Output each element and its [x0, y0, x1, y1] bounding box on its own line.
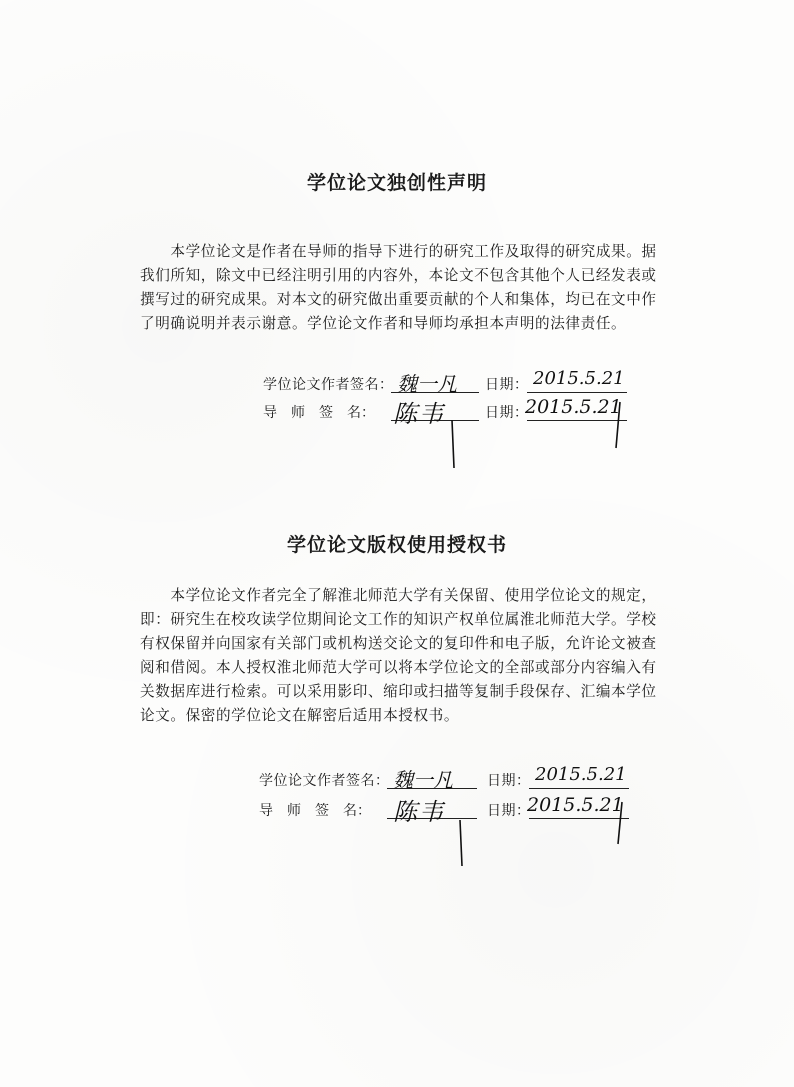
- authorization-author-date-line: [529, 788, 629, 789]
- declaration-advisor-label: 导 师 签 名：: [263, 405, 375, 421]
- declaration-author-signature: 魏一凡: [397, 372, 457, 396]
- declaration-author-label: 学位论文作者签名：: [263, 377, 394, 393]
- declaration-author-date-line: [527, 392, 627, 393]
- declaration-title: 学位论文独创性声明: [306, 172, 487, 194]
- declaration-author-date: 2015.5.21: [533, 368, 625, 389]
- authorization-line-1: 本学位论文作者完全了解淮北师范大学有关保留、使用学位论文的规定，: [140, 587, 657, 604]
- authorization-line-3: 有权保留并向国家有关部门或机构送交论文的复印件和电子版，允许论文被查: [140, 635, 657, 652]
- authorization-author-signature-row: [259, 766, 639, 792]
- authorization-advisor-date-label: 日期：: [487, 803, 531, 819]
- declaration-line-4: 了明确说明并表示谢意。学位论文作者和导师均承担本声明的法律责任。: [140, 315, 627, 332]
- authorization-advisor-date: 2015.5.21: [527, 794, 624, 816]
- declaration-date-label: 日期：: [485, 377, 529, 393]
- authorization-author-signature: 魏一凡: [393, 768, 453, 792]
- authorization-advisor-label: 导 师 签 名：: [259, 803, 371, 819]
- declaration-line-2: 我们所知，除文中已经注明引用的内容外，本论文不包含其他个人已经发表或: [140, 267, 657, 284]
- authorization-advisor-signature: 陈韦: [393, 798, 445, 826]
- declaration-advisor-date-label: 日期：: [485, 405, 529, 421]
- declaration-line-3: 撰写过的研究成果。对本文的研究做出重要贡献的个人和集体，均已在文中作: [140, 291, 657, 308]
- authorization-line-5: 关数据库进行检索。可以采用影印、缩印或扫描等复制手段保存、汇编本学位: [140, 683, 657, 700]
- authorization-paragraph: [140, 584, 662, 728]
- authorization-line-6: 论文。保密的学位论文在解密后适用本授权书。: [140, 707, 460, 724]
- declaration-signature-strokes: [390, 400, 650, 480]
- declaration-advisor-date: 2015.5.21: [525, 396, 622, 418]
- authorization-date-label: 日期：: [487, 773, 531, 789]
- authorization-signature-strokes: [390, 798, 650, 878]
- declaration-author-signature-row: [263, 370, 643, 396]
- declaration-paragraph: [140, 240, 662, 336]
- authorization-title: 学位论文版权使用授权书: [286, 534, 507, 556]
- authorization-line-2: 即：研究生在校攻读学位期间论文工作的知识产权单位属淮北师范大学。学校: [140, 611, 657, 628]
- declaration-line-1: 本学位论文是作者在导师的指导下进行的研究工作及取得的研究成果。据: [140, 243, 657, 260]
- authorization-author-label: 学位论文作者签名：: [259, 773, 390, 789]
- authorization-line-4: 阅和借阅。本人授权淮北师范大学可以将本学位论文的全部或部分内容编入有: [140, 659, 657, 676]
- authorization-author-date: 2015.5.21: [535, 764, 627, 785]
- declaration-advisor-signature: 陈韦: [393, 400, 445, 428]
